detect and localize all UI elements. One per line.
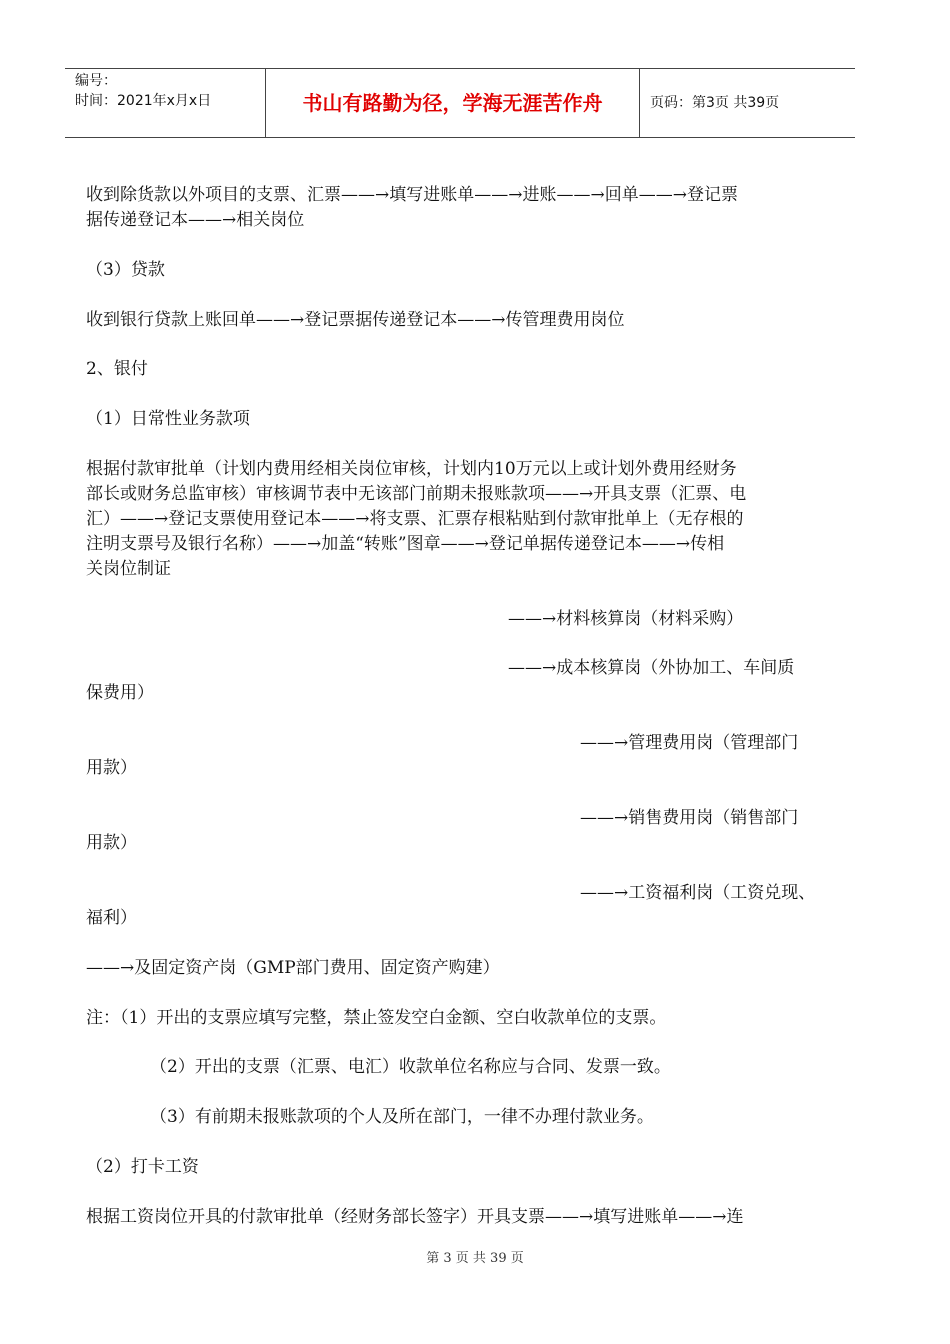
section-heading: （2）打卡工资 <box>86 1157 199 1177</box>
page-footer: 第 3 页 共 39 页 <box>426 1251 524 1266</box>
note-line: 注：（1）开出的支票应填写完整，禁止签发空白金额、空白收款单位的支票。 <box>86 1008 667 1028</box>
header-page-info: 页码：第3页 共39页 <box>650 95 780 111</box>
text-line: 注明支票号及银行名称）——→加盖“转账”图章——→登记单据传递登记本——→传相 <box>86 534 725 554</box>
flow-branch: ——→工资福利岗（工资兑现、 <box>580 883 816 903</box>
text-line: 收到除货款以外项目的支票、汇票——→填写进账单——→进账——→回单——→登记票 <box>86 185 738 205</box>
text-line: 根据付款审批单（计划内费用经相关岗位审核，计划内10万元以上或计划外费用经财务 <box>86 459 737 479</box>
note-line: （3）有前期未报账款项的个人及所在部门，一律不办理付款业务。 <box>150 1107 654 1127</box>
text-line: 关岗位制证 <box>86 559 171 579</box>
flow-branch: ——→及固定资产岗（GMP部门费用、固定资产购建） <box>86 958 500 978</box>
text-line: 根据工资岗位开具的付款审批单（经财务部长签字）开具支票——→填写进账单——→连 <box>86 1207 744 1227</box>
flow-branch-cont: 福利） <box>86 908 137 928</box>
text-line: 据传递登记本——→相关岗位 <box>86 210 305 230</box>
flow-branch-cont: 保费用） <box>86 683 154 703</box>
text-line: 收到银行贷款上账回单——→登记票据传递登记本——→传管理费用岗位 <box>86 310 625 330</box>
header-meta-cell <box>65 69 266 137</box>
serial-label: 编号： <box>75 73 117 89</box>
flow-branch: ——→销售费用岗（销售部门 <box>580 808 799 828</box>
section-heading: （3）贷款 <box>86 260 165 280</box>
section-heading: （1）日常性业务款项 <box>86 409 250 429</box>
time-label: 时间：2021年x月x日 <box>75 93 212 109</box>
header-motto: 书山有路勤为径，学海无涯苦作舟 <box>266 69 640 137</box>
flow-branch: ——→管理费用岗（管理部门 <box>580 733 799 753</box>
flow-branch-cont: 用款） <box>86 833 137 853</box>
flow-branch: ——→材料核算岗（材料采购） <box>508 609 744 629</box>
section-heading: 2、银付 <box>86 359 148 379</box>
flow-branch: ——→成本核算岗（外协加工、车间质 <box>508 658 795 678</box>
note-line: （2）开出的支票（汇票、电汇）收款单位名称应与合同、发票一致。 <box>150 1057 671 1077</box>
flow-branch-cont: 用款） <box>86 758 137 778</box>
text-line: 汇）——→登记支票使用登记本——→将支票、汇票存根粘贴到付款审批单上（无存根的 <box>86 509 744 529</box>
text-line: 部长或财务总监审核）审核调节表中无该部门前期未报账款项——→开具支票（汇票、电 <box>86 484 747 504</box>
page-header <box>65 68 855 138</box>
